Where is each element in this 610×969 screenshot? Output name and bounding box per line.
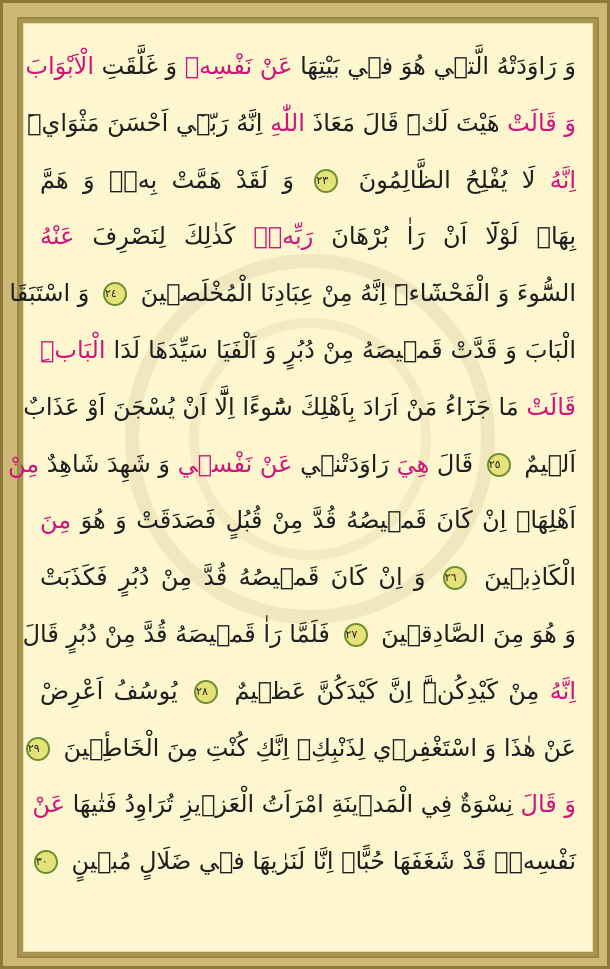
highlighted-word: مِنْ [7, 449, 40, 478]
verse-lines [7, 38, 576, 890]
verse-text: وَ غَلَّقَتِ [94, 52, 185, 80]
ayah-number-marker: ٢٥ [487, 453, 511, 477]
highlighted-word: الْاَبْوَابَ [25, 52, 95, 80]
verse-text: وَ رَاوَدَتْهُ الَّت۪ي هُوَ ف۪ي بَيْتِهَا [292, 52, 576, 80]
verse-text: كَذٰلِكَ لِنَصْرِفَ [74, 222, 254, 251]
highlighted-word: رَبِّه۪ۜ [253, 222, 314, 251]
highlighted-word: اِنَّهُ [549, 676, 576, 705]
verse-line [40, 152, 576, 209]
verse-text: لَا يُفْلِحُ الظَّالِمُونَ [344, 165, 550, 194]
verse-text: وَ هُوَ مِنَ الصَّادِق۪ينَ [373, 619, 576, 648]
verse-text: يُوسُفُ اَعْرِضْ [40, 676, 189, 705]
verse-text: هَيْتَ لَكَۜ قَالَ مَعَاذَ [304, 108, 508, 137]
verse-text: الْبَابَ وَ قَدَّتْ قَم۪يصَهُ مِنْ دُبُرٍ وَ اَلْفَيَا سَيِّدَهَا لَدَا [105, 335, 576, 364]
verse-text: وَ شَهِدَ شَاهِدٌ [39, 449, 178, 478]
ayah-number-marker: ٢٩ [26, 737, 50, 761]
verse-text: السُّٓوءَ وَ الْفَحْشَٓاءَۜ اِنَّهُ مِنْ عِبَادِنَا الْمُخْلَص۪ينَ [132, 279, 576, 308]
verse-text: اَهْلِهَاۚ اِنْ كَانَ قَم۪يصُهُ قُدَّ مِنْ قُبُلٍ فَصَدَقَتْ وَ هُوَ [71, 506, 576, 535]
highlighted-word: عَنْهُ [40, 222, 75, 251]
ayah-number-marker: ٢٨ [194, 680, 218, 704]
verse-line [27, 95, 576, 152]
verse-text: الْكَاذِب۪ينَ [472, 563, 576, 592]
highlighted-word: عَنْ نَفْس۪ي [177, 449, 293, 478]
highlighted-word: مِنَ [40, 506, 72, 535]
verse-text: وَ اِنْ كَانَ قَم۪يصُهُ قُدَّ مِنْ دُبُرٍ فَكَذَبَتْ [40, 563, 437, 592]
verse-text: وَ لَقَدْ هَمَّتْ بِه۪ۚ وَ هَمَّ [40, 165, 309, 194]
ayah-number-marker: ٢٣ [314, 169, 338, 193]
verse-text: رَاوَدَتْن۪ي [292, 449, 397, 478]
verse-line [25, 38, 576, 95]
verse-line [40, 549, 576, 606]
ayah-number-marker: ٢٧ [344, 623, 368, 647]
highlighted-word: وَ قَالَ [520, 790, 576, 819]
highlighted-word: قَالَتْ [526, 392, 576, 421]
verse-text: بِهَاۚ لَوْلَٓا اَنْ رَاٰ بُرْهَانَ [313, 222, 576, 251]
highlighted-word: هِيَ [396, 449, 430, 478]
verse-line [22, 606, 576, 663]
verse-line [40, 322, 576, 379]
ayah-number-marker: ٢٦ [443, 566, 467, 590]
verse-line [40, 208, 576, 265]
verse-line [35, 833, 576, 890]
verse-line [7, 436, 576, 493]
highlighted-word: عَنْ نَفْسِه۪ [184, 52, 293, 80]
highlighted-word: وَ قَالَتْ [507, 108, 576, 137]
verse-line [40, 663, 576, 720]
verse-text: فَلَمَّا رَاٰ قَم۪يصَهُ قُدَّ مِنْ دُبُرٍ قَالَ [22, 619, 338, 648]
page-border [7, 17, 599, 958]
verse-line [23, 379, 576, 436]
ayah-number-marker: ٢٤ [103, 282, 127, 306]
ayah-number-marker: ٣٠ [34, 850, 58, 874]
highlighted-word: عَنْ [32, 790, 65, 819]
highlighted-word: اللّٰهِ [270, 108, 305, 137]
verse-text: اَل۪يمٌ [516, 449, 576, 478]
verse-line [40, 492, 576, 549]
verse-line [27, 720, 576, 777]
verse-line [32, 776, 576, 833]
highlighted-word: الْبَابِۜ [40, 335, 106, 364]
verse-text: وَ اسْتَبَقَا [9, 279, 97, 308]
verse-text: مَا جَزَٓاءُ مَنْ اَرَادَ بِاَهْلِكَ سُٓوءًا اِلَّٓا اَنْ يُسْجَنَ اَوْ عَذَابٌ [23, 392, 527, 421]
verse-text: نَفْسِه۪ۚ قَدْ شَغَفَهَا حُبًّاۜ اِنَّا لَنَرٰيهَا ف۪ي ضَلَالٍ مُب۪ينٍ [63, 847, 576, 876]
verse-text: عَنْ هٰذَا وَ اسْتَغْفِر۪ي لِذَنْبِكِۚ اِنَّكِ كُنْتِ مِنَ الْخَاطِ۪ٔينَ [55, 733, 576, 762]
highlighted-word: اِنَّهُ [549, 165, 576, 194]
verse-text: نِسْوَةٌ فِي الْمَد۪ينَةِ امْرَاَتُ الْعَز۪يزِ تُرَاوِدُ فَتٰيهَا [64, 790, 521, 819]
verse-text: قَالَ [429, 449, 481, 478]
verse-text: اِنَّهُ رَبّ۪ٓي اَحْسَنَ مَثْوَايَۜ [27, 108, 271, 137]
verse-line [9, 265, 576, 322]
mushaf-page [7, 23, 593, 952]
verse-text: مِنْ كَيْدِكُنَّۜ اِنَّ كَيْدَكُنَّ عَظ۪يمٌ [224, 676, 550, 705]
